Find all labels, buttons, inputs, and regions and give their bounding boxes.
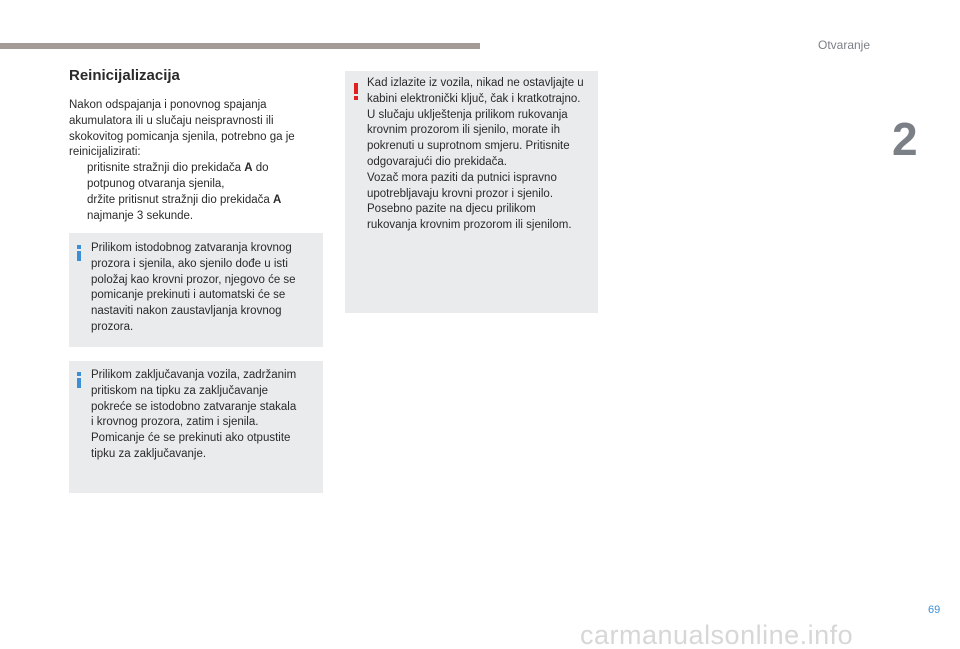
note-line: odgovarajući dio prekidača. [367,155,508,168]
intro-block [69,98,331,224]
step-text-after: do [252,162,269,175]
note-line: prozora i sjenila, ako sjenilo dođe u isti [91,257,288,270]
note-line: nastaviti nakon zaustavljanja krovnog [91,305,282,318]
warning-note-text [367,76,597,234]
info-note-text [91,241,319,336]
note-line: Posebno pazite na djecu prilikom [367,203,536,216]
note-line: rukovanja krovnim prozorom ili sjenilom. [367,219,572,232]
info-note-text [91,368,319,463]
note-line: položaj kao krovni prozor, njegovo će se [91,273,296,286]
page-number: 69 [928,604,941,616]
intro-line: akumulatora ili u slučaju neispravnosti ili [69,114,274,127]
note-line: tipku za zaključavanje. [91,447,207,460]
note-line: upotrebljavaju krovni prozor i sjenilo. [367,187,554,200]
step-text-line2: potpunog otvaranja sjenila, [87,177,225,190]
intro-line: Nakon odspajanja i ponovnog spajanja [69,99,267,111]
step-text: pritisnite stražnji dio prekidača [87,162,245,175]
note-line: prozora. [91,320,134,333]
watermark: carmanualsonline.info [580,620,854,649]
steps-list [69,161,331,224]
section-label: Otvaranje [818,38,871,52]
warning-icon [353,83,359,100]
note-line: pokrenuti u suprotnom smjeru. Pritisnite [367,140,570,153]
section-heading: Reinicijalizacija [69,67,180,84]
step-item [69,161,331,193]
note-line: U slučaju uklještenja prilikom rukovanja [367,108,568,121]
switch-key: A [244,162,253,175]
chapter-number: 2 [892,113,918,165]
note-line: pomicanje prekinuti i automatski će se [91,289,286,302]
note-line: Pomicanje će se prekinuti ako otpustite [91,432,291,445]
step-text-line2: najmanje 3 sekunde. [87,209,194,222]
step-text: držite pritisnut stražnji dio prekidača [87,193,273,206]
note-line: i krovnog prozora, zatim i sjenila. [91,416,259,429]
note-line: kabini elektronički ključ, čak i kratkotrajno. [367,92,581,105]
note-line: Prilikom zaključavanja vozila, zadržanim [91,369,297,381]
switch-key: A [273,193,282,206]
info-note [69,361,323,493]
intro-line: skokovitog pomicanja sjenila, potrebno ga je [69,130,295,143]
note-line: Vozač mora paziti da putnici ispravno [367,171,557,184]
info-note [69,233,323,347]
note-line: Kad izlazite iz vozila, nikad ne ostavljajte u [367,77,584,89]
note-line: pritiskom na tipku za zaključavanje [91,384,269,397]
step-item [69,193,331,225]
intro-line: reinicijalizirati: [69,146,141,159]
note-line: krovnim prozorom ili sjenilo, morate ih [367,124,561,137]
info-icon [76,372,82,388]
note-line: Prilikom istodobnog zatvaranja krovnog [91,242,292,254]
info-icon [76,245,82,261]
warning-note [345,71,598,313]
note-line: pokreće se istodobno zatvaranje stakala [91,400,297,413]
header-rule [0,43,480,49]
